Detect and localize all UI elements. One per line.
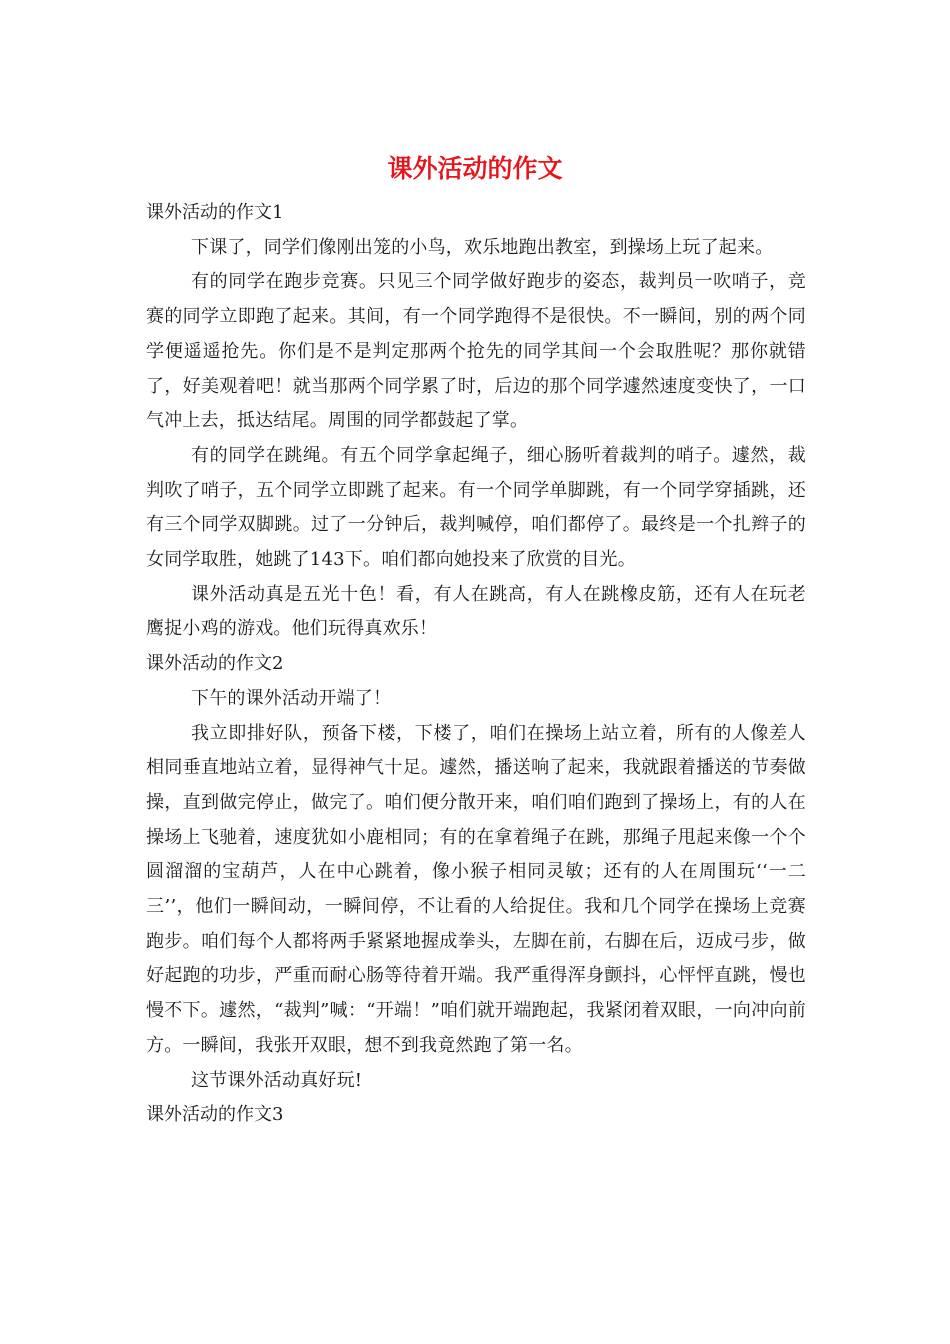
paragraph: 下课了，同学们像刚出笼的小鸟，欢乐地跑出教室，到操场上玩了起来。 [191, 236, 774, 258]
paragraph: 有的同学在跑步竞赛。只见三个同学做好跑步的姿态，裁判员一吹哨子，竞赛的同学立即跑了起来。其间，有一个同学跑得不是很快。不一瞬间，别的两个同学便遥遥抢先。你们是不是判定那两个抢先的同学其间一个会取胜呢？那你就错了，好美观着吧！就当那两个同学累了时，后边的那个同学遽然速度变快了，一口气冲上去，抵达结尾。周围的同学都鼓起了掌。 [146, 271, 806, 432]
paragraph: 有的同学在跳绳。有五个同学拿起绳子，细心肠听着裁判的哨子。遽然，裁判吹了哨子，五个同学立即跳了起来。有一个同学单脚跳，有一个同学穿插跳，还有三个同学双脚跳。过了一分钟后，裁判喊停，咱们都停了。最终是一个扎辫子的女同学取胜，她跳了143下。咱们都向她投来了欣赏的目光。 [146, 444, 806, 571]
section-heading: 课外活动的作文3 [146, 1104, 284, 1126]
essay-section [146, 196, 806, 647]
document-body [146, 196, 806, 1133]
essay-section [146, 647, 806, 1098]
essay-section [146, 1098, 806, 1133]
paragraph: 这节课外活动真好玩! [191, 1069, 363, 1091]
paragraph: 课外活动真是五光十色！看，有人在跳高，有人在跳橡皮筋，还有人在玩老鹰捉小鸡的游戏。他们玩得真欢乐！ [146, 583, 806, 640]
section-heading: 课外活动的作文2 [146, 653, 284, 675]
paragraph: 我立即排好队，预备下楼，下楼了，咱们在操场上站立着，所有的人像差人相同垂直地站立着，显得神气十足。遽然，播送响了起来，我就跟着播送的节奏做操，直到做完停止，做完了。咱们便分散开来，咱们咱们跑到了操场上，有的人在操场上飞驰着，速度犹如小鹿相同；有的在拿着绳子在跳，那绳子甩起来像一个个圆溜溜的宝葫芦，人在中心跳着，像小猴子相同灵敏；还有的人在周围玩‘‘一二三’’，他们一瞬间动，一瞬间停，不让看的人给捉住。我和几个同学在操场上竞赛跑步。咱们每个人都将两手紧紧地握成拳头，左脚在前，右脚在后，迈成弓步，做好起跑的功步，严重而耐心肠等待着开端。我严重得浑身颤抖，心怦怦直跳，慢也慢不下。遽然，“裁判”喊：“开端！”咱们就开端跑起，我紧闭着双眼，一向冲向前方。一瞬间，我张开双眼，想不到我竟然跑了第一名。 [146, 722, 806, 1056]
document-title: 课外活动的作文 [387, 154, 563, 183]
paragraph: 下午的课外活动开端了！ [191, 687, 392, 709]
section-heading: 课外活动的作文1 [146, 202, 284, 223]
